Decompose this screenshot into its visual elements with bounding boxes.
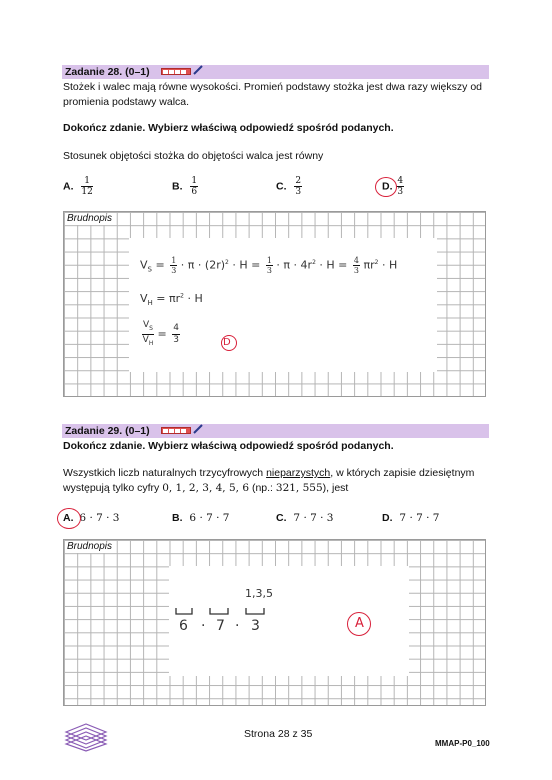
task-29-line-1: Wszystkich liczb naturalnych trzycyfrowych nieparzystych, w których zapisie dziesiętnym xyxy=(63,467,475,479)
handwriting-dot-1: · xyxy=(201,618,206,634)
task-28-answer-c[interactable]: C. $\frac{2}{3}$ xyxy=(276,176,302,197)
handwriting-dot-2: · xyxy=(235,618,240,634)
exam-code: MMAP-P0_100 xyxy=(435,739,490,748)
task-28-statement xyxy=(63,80,493,110)
task-28-instruction: Dokończ zdanie. Wybierz właściwą odpowiedź spośród podanych. xyxy=(63,122,394,134)
scratch-grid-28 xyxy=(63,211,486,397)
handwriting-choice-d: D xyxy=(223,337,231,348)
difficulty-badge-icon xyxy=(161,427,191,434)
handwriting-digit-7: 7 xyxy=(216,618,225,634)
task-29-title: Zadanie 29. (0–1) xyxy=(65,425,150,437)
handwriting-odd-digits: 1,3,5 xyxy=(245,587,273,600)
pen-icon xyxy=(193,65,203,75)
task-28-answer-d[interactable]: D. $\frac{4}{3}$ xyxy=(382,176,404,197)
task-28-line-1: Stożek i walec mają równe wysokości. Promień podstawy stożka jest dwa razy większy od xyxy=(63,81,482,93)
task-28-header xyxy=(62,65,489,79)
handwriting-choice-circle xyxy=(347,612,371,636)
task-29-answer-c[interactable]: C. 7 · 7 · 3 xyxy=(276,512,334,524)
scratch-grid-29 xyxy=(63,539,486,706)
handwriting-volume-cylinder: $V_H = \pi r^2 \cdot H$ xyxy=(140,292,203,308)
handwriting-choice-a: A xyxy=(355,616,364,631)
selected-answer-circle xyxy=(57,508,81,529)
pen-icon xyxy=(193,424,203,434)
handwriting-ratio: $\frac{V_S}{V_H}$ = $\frac{4}{3}$ xyxy=(142,320,179,347)
selected-answer-circle xyxy=(375,177,397,197)
task-28-line-2: promienia podstawy walca. xyxy=(63,96,190,108)
task-28-answer-a[interactable]: A. $\frac{1}{12}$ xyxy=(63,176,93,197)
task-29-answer-b[interactable]: B. 6 · 7 · 7 xyxy=(172,512,230,524)
difficulty-badge-icon xyxy=(161,68,191,75)
cke-logo-icon xyxy=(62,720,110,752)
page-number: Strona 28 z 35 xyxy=(244,728,313,740)
task-29-answer-a[interactable]: A. 6 · 7 · 3 xyxy=(63,512,120,524)
task-28-title: Zadanie 28. (0–1) xyxy=(65,66,150,78)
handwriting-choice-circle xyxy=(221,335,237,351)
fraction: $\frac{1}{6}$ xyxy=(191,176,198,197)
brudnopis-label: Brudnopis xyxy=(65,213,115,225)
task-29-answer-d[interactable]: D. 7 · 7 · 7 xyxy=(382,512,440,524)
fraction: $\frac{1}{12}$ xyxy=(81,176,93,197)
task-29-instruction: Dokończ zdanie. Wybierz właściwą odpowiedź spośród podanych. xyxy=(63,440,394,452)
handwriting-digit-6: 6 xyxy=(179,618,188,634)
handwriting-digit-3: 3 xyxy=(251,618,260,634)
fraction: $\frac{4}{3}$ xyxy=(397,176,404,197)
task-29-line-2: występują tylko cyfry 0, 1, 2, 3, 4, 5, 6 (np.: 321, 555), jest xyxy=(63,482,349,494)
task-29-header xyxy=(62,424,489,438)
task-28-question: Stosunek objętości stożka do objętości walca jest równy xyxy=(63,150,324,162)
task-29-statement xyxy=(63,466,493,496)
handwriting-brackets xyxy=(174,606,274,618)
brudnopis-label: Brudnopis xyxy=(65,541,115,553)
handwriting-volume-cone: $V_S$ = $\frac{1}{3}$ · $\pi \cdot (2r)^2 \cdot H$ = $\frac{1}{3}$ · $\pi \cdot 4r^2 \cdot H$ = $\frac{4}{3}$ $\pi r^2 \cdot H$ xyxy=(140,256,398,275)
fraction: $\frac{2}{3}$ xyxy=(295,176,302,197)
task-28-answer-b[interactable]: B. $\frac{1}{6}$ xyxy=(172,176,198,197)
